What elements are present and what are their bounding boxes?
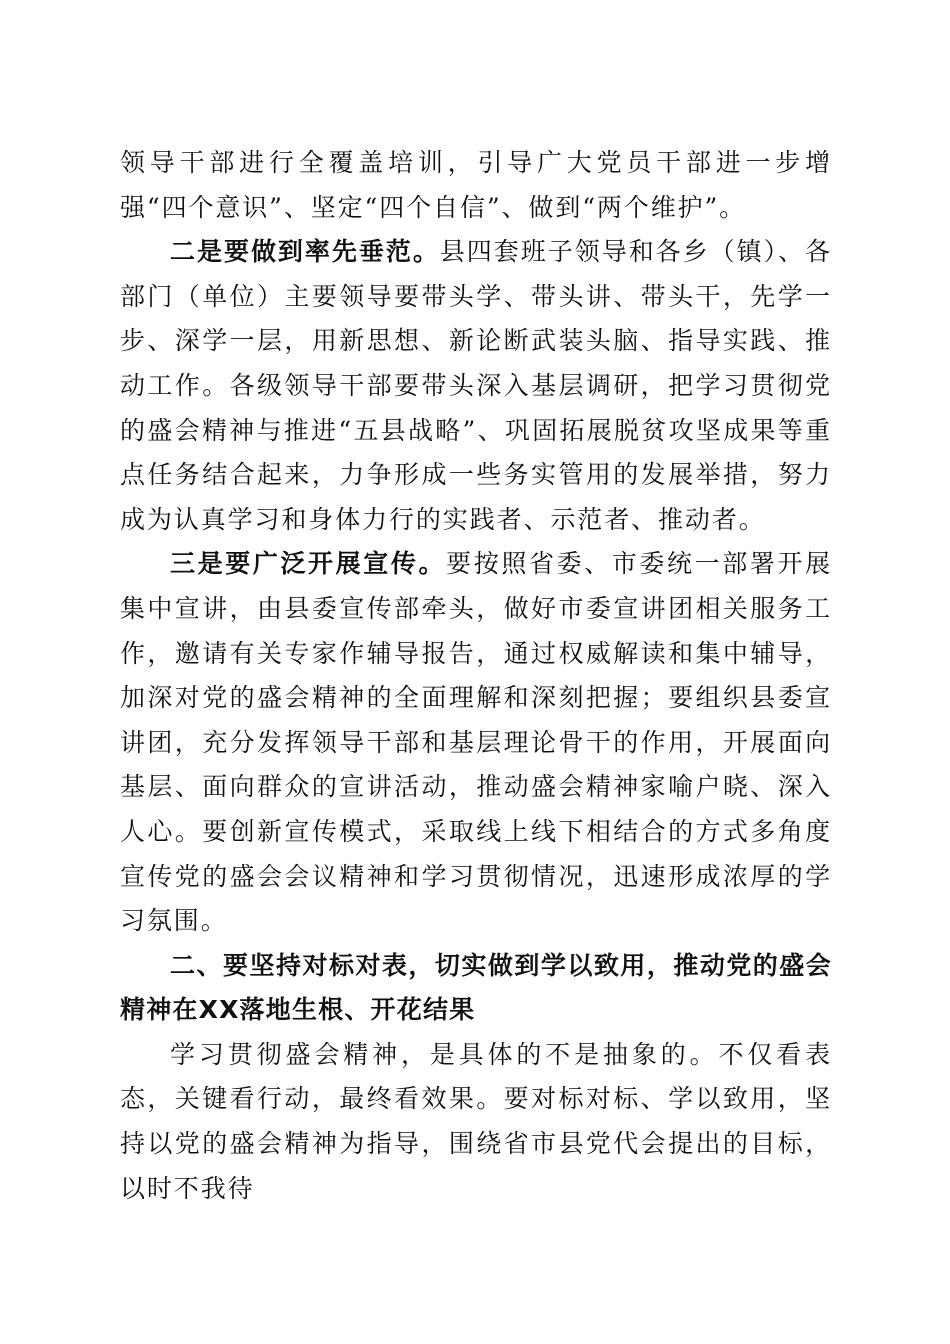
paragraph-apply-learning: 学习贯彻盛会精神，是具体的不是抽象的。不仅看表态，关键看行动，最终看效果。要对标对标、学以致用，坚持以党的盛会精神为指导，围绕省市县党代会提出的目标，以时不我待: [120, 1039, 832, 1203]
section-heading: 二、要坚持对标对表，切实做到学以致用，推动党的盛会精神在XX落地生根、开花结果: [120, 950, 832, 1025]
paragraph-lead-by-example: [120, 230, 832, 542]
paragraph-continuation: 领导干部进行全覆盖培训，引导广大党员干部进一步增强“四个意识”、坚定“四个自信”、做到“两个维护”。: [120, 148, 832, 222]
paragraph-lead-title: 二是要做到率先垂范。: [170, 237, 440, 267]
paragraph-body: 要按照省委、市委统一部署开展集中宣讲，由县委宣传部牵头，做好市委宣讲团相关服务工作，邀请有关专家作辅导报告，通过权威解读和集中辅导，加深对党的盛会精神的全面理解和深刻把握；要组织县委宣讲团，充分发挥领导干部和基层理论骨干的作用，开展面向基层、面向群众的宣讲活动，推动盛会精神家喻户晓、深入人心。要创新宣传模式，采取线上线下相结合的方式多角度宣传党的盛会会议精神和学习贯彻情况，迅速形成浓厚的学习氛围。: [120, 549, 832, 936]
paragraph-lead-title: 三是要广泛开展宣传。: [170, 549, 447, 579]
paragraph-body: 县四套班子领导和各乡（镇）、各部门（单位）主要领导要带头学、带头讲、带头干，先学一步、深学一层，用新思想、新论断武装头脑、指导实践、推动工作。各级领导干部要带头深入基层调研，把学习贯彻党的盛会精神与推进“五县战略”、巩固拓展脱贫攻坚成果等重点任务结合起来，力争形成一些务实管用的发展举措，努力成为认真学习和身体力行的实践者、示范者、推动者。: [120, 237, 832, 534]
document-page: [120, 141, 832, 1211]
paragraph-publicity: [120, 542, 832, 943]
